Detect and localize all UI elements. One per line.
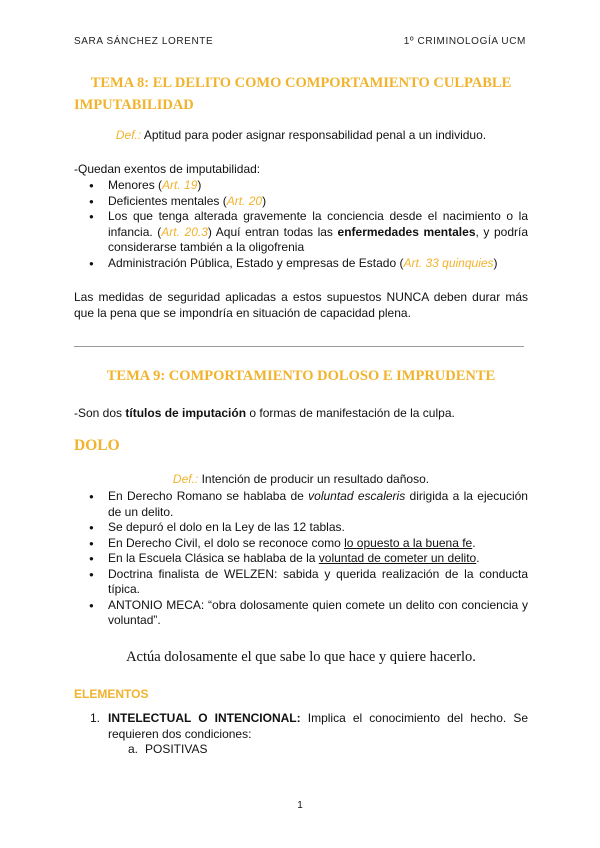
list-item: ● En la Escuela Clásica se hablaba de la voluntad de cometer un delito. [74,551,528,567]
tema8-title-line2: IMPUTABILIDAD [74,97,194,113]
dolo-list [74,489,528,629]
list-item: ● En Derecho Romano se hablaba de voluntad escaleris dirigida a la ejecución de un delito. [74,489,528,520]
list-item: ● ANTONIO MECA: “obra dolosamente quien comete un delito con conciencia y voluntad”. [74,598,528,629]
elementos-heading: ELEMENTOS [74,687,149,701]
list-item: ● Los que tenga alterada gravemente la conciencia desde el nacimiento o la infancia. (Art. 20.3) Aquí entran todas las enfermedades mentales, y podría considerarse también a la oligofrenia [74,209,528,256]
dolo-definition: Def.: Intención de producir un resultado dañoso. [172,472,430,486]
medidas-paragraph: Las medidas de seguridad aplicadas a estos supuestos NUNCA deben durar más que la pena que se impondría en situación de capacidad plena. [74,290,528,320]
sub-a-letter: a. [128,742,139,756]
list-item: ● Se depuró el dolo en la Ley de las 12 tablas. [74,520,528,536]
exentos-intro: -Quedan exentos de imputabilidad: [74,162,261,176]
section-divider [74,346,524,347]
list-item: ● En Derecho Civil, el dolo se reconoce como lo opuesto a la buena fe. [74,536,528,552]
list-item: ● Deficientes mentales (Art. 20) [74,194,528,210]
sub-a-text: POSITIVAS [145,742,208,756]
def-text: Aptitud para poder asignar responsabilidad penal a un individuo. [141,128,487,142]
header-author: SARA SÁNCHEZ LORENTE [74,36,214,47]
list-item: ● Menores (Art. 19) [74,178,528,194]
dolo-heading: DOLO [74,437,120,454]
list-item: ● Doctrina finalista de WELZEN: sabida y querida realización de la conducta típica. [74,567,528,598]
exentos-list [74,178,528,271]
item1-number: 1. [90,711,101,725]
dolo-quote: Actúa dolosamente el que sabe lo que hace y quiere hacerlo. [126,649,476,665]
page-number: 1 [297,800,303,811]
tema8-definition [74,128,528,144]
tema8-title-line1: TEMA 8: EL DELITO COMO COMPORTAMIENTO CULPABLE [90,75,512,91]
list-item: ● Administración Pública, Estado y empresas de Estado (Art. 33 quinquies) [74,256,528,272]
tema9-intro: -Son dos títulos de imputación o formas de manifestación de la culpa. [74,406,455,420]
item1-text: INTELECTUAL O INTENCIONAL: Implica el conocimiento del hecho. Se requieren dos condiciones: [108,711,529,741]
header-course: 1º CRIMINOLOGÍA UCM [403,36,526,47]
tema9-title: TEMA 9: COMPORTAMIENTO DOLOSO E IMPRUDENTE [106,368,496,384]
tema8-title [74,72,528,116]
def-label: Def.: [115,128,142,142]
